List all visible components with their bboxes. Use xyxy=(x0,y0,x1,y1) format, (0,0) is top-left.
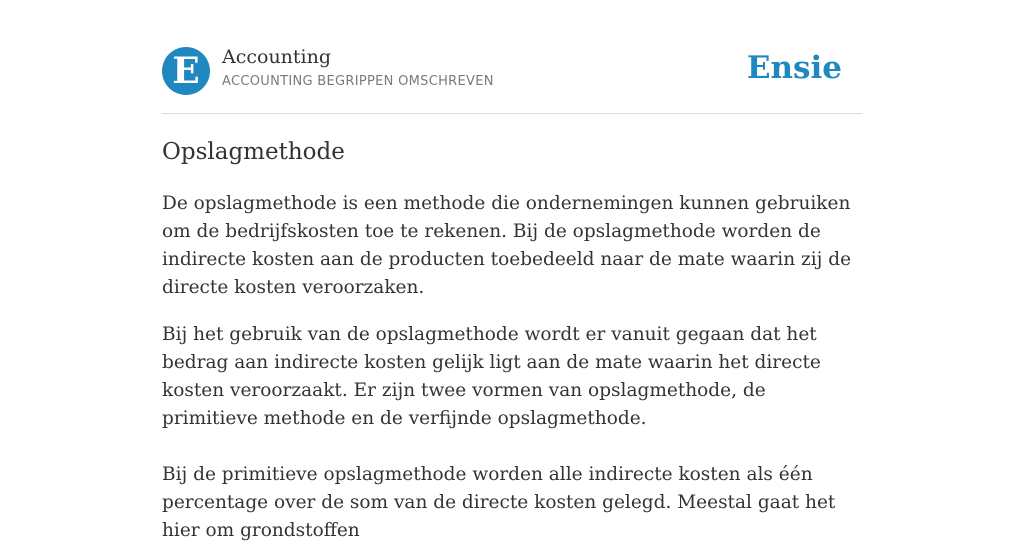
site-title[interactable]: Accounting xyxy=(222,46,332,68)
site-header xyxy=(162,46,862,96)
article-paragraph: De opslagmethode is een methode die ondernemingen kunnen gebruiken om de bedrijfskosten toe te rekenen. Bij de opslagmethode worden de indirecte kosten aan de producten toebedeeld naar de mate waarin zij de directe kosten veroorzaken. xyxy=(162,193,852,298)
site-subtitle: ACCOUNTING BEGRIPPEN OMSCHREVEN xyxy=(222,74,494,89)
site-logo[interactable]: E xyxy=(162,47,210,95)
article-title: Opslagmethode xyxy=(162,139,345,165)
brand-logo[interactable]: Ensie xyxy=(746,50,842,86)
header-divider xyxy=(162,113,862,114)
article xyxy=(162,136,862,545)
article-paragraph: Bij de primitieve opslagmethode worden alle indirecte kosten als één percentage over de som van de directe kosten gelegd. Meestal gaat het hier om grondstoffen xyxy=(162,464,836,541)
article-paragraph: Bij het gebruik van de opslagmethode wordt er vanuit gegaan dat het bedrag aan indirecte kosten gelijk ligt aan de mate waarin het directe kosten veroorzaakt. Er zijn twee vormen van opslagmethode, de primitieve methode en de verfijnde opslagmethode. xyxy=(162,324,821,429)
